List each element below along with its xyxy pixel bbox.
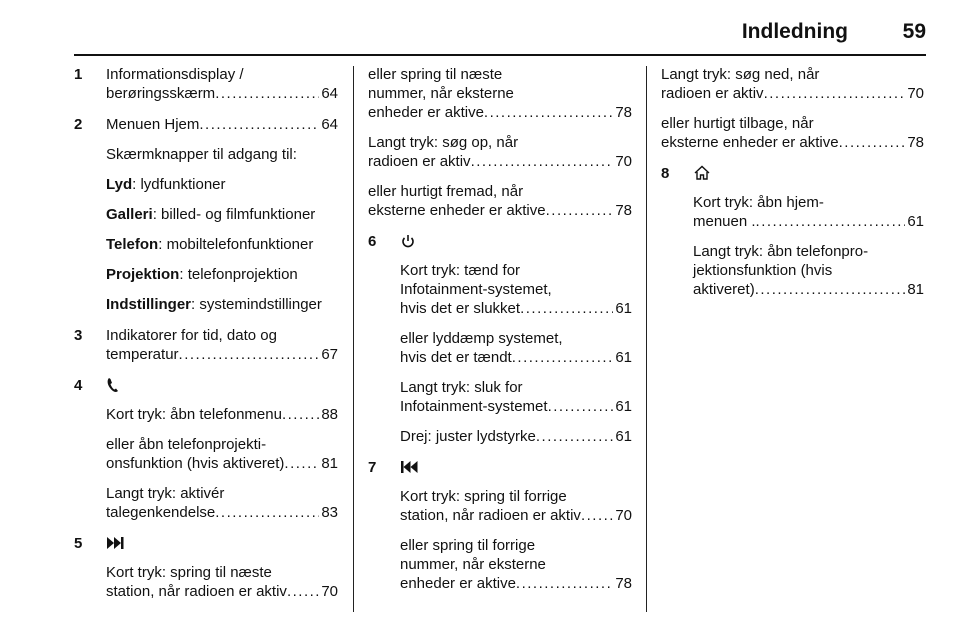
item-number: 2 (74, 116, 83, 133)
toc-row: aktiveret) ..... 81 (693, 280, 924, 299)
item-text: Lyd: lydfunktioner (106, 176, 226, 193)
item-5 (74, 534, 338, 601)
toc-row: station, når radioen er aktiv ..... 70 (106, 582, 338, 601)
item-text: Kort tryk: spring til forrige (400, 488, 567, 505)
page-ref: 61 (615, 428, 632, 445)
toc-row: Menuen Hjem ..... 64 (106, 115, 338, 134)
column-divider-1 (353, 66, 354, 612)
item-3 (74, 326, 338, 364)
item-text: Kort tryk: tænd for (400, 262, 521, 279)
item-text: eller åbn telefonprojekti- (106, 436, 267, 453)
item-number: 8 (661, 165, 670, 182)
item-6 (368, 232, 632, 446)
page-ref: 81 (907, 281, 924, 298)
toc-row: eksterne enheder er aktive ..... 78 (661, 133, 924, 152)
item-text: Langt tryk: åbn telefonpro- (693, 243, 869, 260)
next-track-icon (106, 534, 338, 554)
item-number: 7 (368, 459, 377, 476)
continued-text: eller hurtigt fremad, når eksterne enheder er aktive ..... 78 (368, 182, 632, 220)
home-icon (693, 164, 924, 184)
section-title: Indledning (741, 20, 848, 43)
page-ref: 64 (321, 85, 338, 102)
page-ref: 83 (321, 504, 338, 521)
item-2 (74, 115, 338, 314)
column-divider-2 (646, 66, 647, 612)
toc-row: Drej: juster lydstyrke ..... 61 (400, 427, 632, 446)
item-text: Infotainment-systemet, (400, 281, 552, 298)
page-header (74, 14, 926, 56)
page-ref: 61 (907, 213, 924, 230)
item-text: Kort tryk: åbn hjem- (693, 194, 824, 211)
item-text: jektionsfunktion (hvis (693, 262, 833, 279)
item-text: Indikatorer for tid, dato og (106, 327, 277, 344)
item-1 (74, 65, 338, 103)
page-ref: 61 (615, 300, 632, 317)
continued-text: Langt tryk: søg ned, når radioen er aktiv ..... 70 (661, 65, 924, 103)
page-ref: 78 (615, 104, 632, 121)
item-8 (661, 164, 924, 299)
toc-row: hvis det er tændt ..... 61 (400, 348, 632, 367)
page-ref: 78 (907, 134, 924, 151)
toc-row: station, når radioen er aktiv ..... 70 (400, 506, 632, 525)
item-4 (74, 376, 338, 522)
item-7 (368, 458, 632, 593)
item-text: Indstillinger: systemindstillinger (106, 296, 322, 313)
item-number: 3 (74, 327, 83, 344)
page-ref: 70 (907, 85, 924, 102)
column-1 (74, 65, 338, 613)
toc-row: onsfunktion (hvis aktiveret) ..... 81 (106, 454, 338, 473)
toc-row: berøringsskærm ..... 64 (106, 84, 338, 103)
page-ref: 81 (321, 455, 338, 472)
phone-icon (106, 376, 338, 396)
page-ref: 88 (321, 406, 338, 423)
item-number: 6 (368, 233, 377, 250)
page-ref: 78 (615, 575, 632, 592)
item-number: 5 (74, 535, 83, 552)
item-text: Projektion: telefonprojektion (106, 266, 298, 283)
continued-text: eller spring til næste nummer, når eksterne enheder er aktive ..... 78 (368, 65, 632, 122)
item-text: Langt tryk: aktivér (106, 485, 225, 502)
continued-text: Langt tryk: søg op, når radioen er aktiv ..... 70 (368, 133, 632, 171)
item-number: 4 (74, 377, 83, 394)
page-ref: 61 (615, 349, 632, 366)
item-text: Kort tryk: spring til næste (106, 564, 272, 581)
previous-track-icon (400, 458, 632, 478)
item-text: eller spring til forrige (400, 537, 536, 554)
page-ref: 70 (615, 507, 632, 524)
toc-row: eksterne enheder er aktive ..... 78 (368, 201, 632, 220)
item-text: Langt tryk: sluk for (400, 379, 523, 396)
toc-row: Infotainment-systemet ..... 61 (400, 397, 632, 416)
page-number: 59 (902, 20, 926, 43)
page-ref: 67 (321, 346, 338, 363)
toc-row: radioen er aktiv ..... 70 (661, 84, 924, 103)
toc-row: talegenkendelse ..... 83 (106, 503, 338, 522)
toc-row: Kort tryk: åbn telefonmenu ..... 88 (106, 405, 338, 424)
page-ref: 64 (321, 116, 338, 133)
toc-row: temperatur ..... 67 (106, 345, 338, 364)
page-ref: 70 (321, 583, 338, 600)
power-icon (400, 232, 632, 252)
toc-row: hvis det er slukket ..... 61 (400, 299, 632, 318)
item-text: Telefon: mobiltelefonfunktioner (106, 236, 314, 253)
item-text: nummer, når eksterne (400, 556, 546, 573)
column-3 (661, 65, 924, 311)
item-number: 1 (74, 66, 83, 83)
continued-text: eller hurtigt tilbage, når eksterne enheder er aktive ..... 78 (661, 114, 924, 152)
page-ref: 70 (615, 153, 632, 170)
toc-row: enheder er aktive ..... 78 (368, 103, 632, 122)
item-text: Galleri: billed- og filmfunktioner (106, 206, 316, 223)
toc-row: radioen er aktiv ..... 70 (368, 152, 632, 171)
item-text: Skærmknapper til adgang til: (106, 146, 297, 163)
item-text: Informationsdisplay / (106, 66, 244, 83)
column-2 (368, 65, 632, 605)
toc-row: enheder er aktive ..... 78 (400, 574, 632, 593)
page-ref: 78 (615, 202, 632, 219)
page-ref: 61 (615, 398, 632, 415)
item-text: eller lyddæmp systemet, (400, 330, 563, 347)
toc-row: menuen . ..... 61 (693, 212, 924, 231)
